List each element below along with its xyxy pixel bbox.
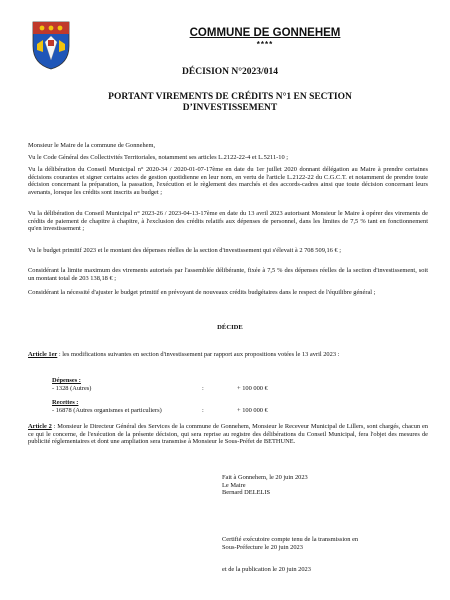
recettes-label: Recettes : (52, 399, 79, 406)
recettes-colon: : (202, 407, 204, 414)
decision-subtitle (60, 92, 400, 114)
recettes-item: - 16878 (Autres organismes et particuliers) (52, 407, 162, 414)
publication-line: et de la publication le 20 juin 2023 (222, 566, 311, 573)
depenses-label: Dépenses : (52, 377, 81, 384)
article-1 (28, 351, 428, 359)
fait-a: Fait à Gonnehem, le 20 juin 2023 (222, 474, 308, 481)
coat-of-arms-logo (31, 20, 71, 70)
commune-name: COMMUNE DE GONNEHEM (189, 27, 341, 39)
decision-number: DÉCISION N°2023/014 (182, 67, 278, 77)
depenses-item: - 1328 (Autres) (52, 385, 92, 392)
subtitle-line-1: PORTANT VIREMENTS DE CRÉDITS N°1 EN SECTION (108, 92, 352, 102)
depenses-colon: : (202, 385, 204, 392)
depenses-row (52, 385, 412, 393)
article-2-label: Article 2 (28, 423, 52, 430)
vu-deliberation-2023: Vu la délibération du Conseil Municipal n° 2023-26 / 2023-04-13-17ème en date du 13 avril 2023 autorisant Monsieur le Maire à opérer des virements de crédits de paiement de chapitre à chapitre, à l'exclusion des crédits relatifs aux dépenses de personnel, dans les limites de 7,5 % tant en fonctionnement qu'en investissement ; (28, 210, 428, 233)
recettes-row (52, 407, 412, 415)
certifie-line-1: Certifié exécutoire compte tenu de la transmission en (222, 536, 359, 543)
depenses-amount: + 100 000 € (237, 385, 268, 392)
signatory-name: Bernard DELELIS (222, 489, 271, 497)
vu-deliberation-2020: Vu la délibération du Conseil Municipal n° 2020-34 / 2020-01-07-17ème en date du 1er juillet 2020 donnant délégation au Maire à prendre certaines décisions courantes et signer certains actes de gestion quotidienne en leur nom, en vertu de l'article L.2122-22 du C.G.C.T. et notamment de prendre toute décision concernant la préparation, la passation, l'exécution et le règlement des marchés et des accords-cadres ainsi que toute décision concernant leurs avenants, lorsque les crédits sont inscrits au budget ; (28, 166, 428, 196)
article-1-text: : les modifications suivantes en section d'investissement par rapport aux propositions votées le 13 avril 2023 : (57, 351, 340, 358)
signatory-role: Le Maire (222, 481, 246, 489)
considerant-limite: Considérant la limite maximum des virements autorisés par l'assemblée délibérante, fixée à 7,5 % des dépenses réelles de la section d'investissement, soit un montant total de 203 138,18 € ; (28, 267, 428, 282)
recettes-amount: + 100 000 € (237, 407, 268, 414)
signature-block (222, 474, 422, 497)
vu-budget-primitif: Vu le budget primitif 2023 et le montant des dépenses réelles de la section d'investissement qui s'élevait à 2 708 509,16 € ; (28, 247, 342, 254)
intro-text: Monsieur le Maire de la commune de Gonnehem, (28, 142, 156, 149)
vu-code-general: Vu le Code Général des Collectivités Territoriales, notamment ses articles L.2122-22-4 et L.5211-10 ; (28, 154, 289, 161)
subtitle-line-2: D’INVESTISSEMENT (182, 103, 278, 113)
article-2-text: : Monsieur le Directeur Général des Services de la commune de Gonnehem, Monsieur le Receveur Municipal de Lillers, sont chargés, chacun en ce qui le concerne, de l'exécution de la présente décision, qui sera reprise au registre des délibérations du Conseil Municipal, fera l'objet des mesures de publicité réglementaires et dont une ampliation sera transmise à Monsieur le Sous-Préfet de BETHUNE. (28, 423, 428, 446)
certification-block (222, 536, 422, 551)
certifie-line-2: Sous-Préfecture le 20 juin 2023 (222, 543, 303, 551)
article-2 (28, 423, 428, 446)
decide-heading: DÉCIDE (217, 324, 243, 331)
considerant-necessite: Considérant la nécessité d'ajuster le budget primitif en prévoyant de nouveaux crédits budgétaires dans le respect de l'équilibre général ; (28, 289, 376, 296)
article-1-label: Article 1er (28, 351, 58, 358)
header-stars: **** (256, 40, 274, 49)
